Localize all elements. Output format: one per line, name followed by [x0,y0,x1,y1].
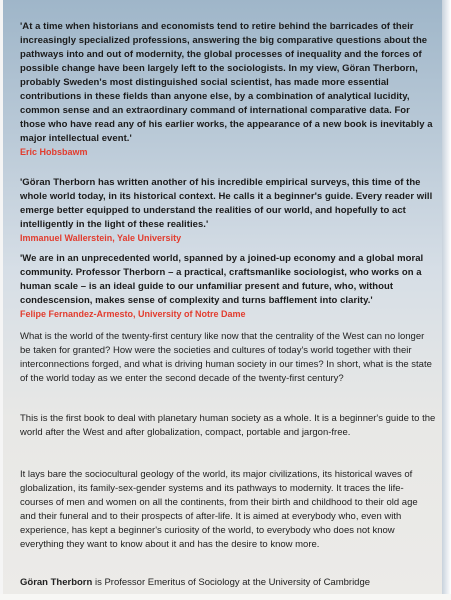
quote-block-3 [20,252,436,320]
author-name: Göran Therborn [20,577,93,588]
description-paragraph-2 [20,412,436,440]
quote-text: 'At a time when historians and economists tend to retire behind the barricades of their increasingly specialized professions, answering the big comparative questions about the pathways into and out of modernity, the global processes of inequality and the forces of possible change have been largely left to the sociologists. In my view, Göran Therborn, probably Sweden's most distinguished social scientist, has made more essential contributions in these fields than anyone else, by a combination of analytical lucidity, common sense and an extraordinary command of international comparative data. For those who have read any of his earlier works, the appearance of a new book is inevitably a major intellectual event.' [20,21,433,144]
quote-attribution: Felipe Fernandez-Armesto, University of Notre Dame [20,309,246,319]
quote-attribution: Eric Hobsbawm [20,147,88,157]
author-bio-text: is Professor Emeritus of Sociology at the University of Cambridge [92,577,371,588]
cover-right-edge [442,0,451,600]
quote-block-1 [20,20,436,158]
quote-text: 'Göran Therborn has written another of his incredible empirical surveys, this time of the whole world today, in its historical context. He calls it a beginner's guide. Every reader will emerge better equipped to understand the realities of our world, and hopefully to act intelligently in the light of these realities.' [20,177,433,230]
author-bio [20,576,436,590]
description-paragraph-3 [20,468,436,552]
description-text: It lays bare the sociocultural geology of the world, its major civilizations, its historical waves of globalization, its family-sex-gender systems and its pathways to modernity. It traces the life-courses of men and women on all the continents, from their birth and childhood to their old age and their funeral and to their prospects of after-life. It is aimed at everybody who, even with experience, has kept a beginner's curiosity of the world, to everybody who does not know everything they want to know about it and has the desire to know more. [20,469,418,550]
quote-block-2 [20,176,436,244]
description-text: This is the first book to deal with planetary human society as a whole. It is a beginner's guide to the world after the West and after globalization, compact, portable and jargon-free. [20,413,436,438]
quote-attribution: Immanuel Wallerstein, Yale University [20,233,182,243]
cover-bottom-edge [0,594,451,600]
description-text: What is the world of the twenty-first century like now that the centrality of the West can no longer be taken for granted? How were the societies and cultures of today's world together with their interconnections forged, and what is driving human society in our times? In short, what is the state of the world today as we enter the second decade of the twenty-first century? [20,331,432,384]
description-paragraph-1 [20,330,436,386]
quote-text: 'We are in an unprecedented world, spanned by a joined-up economy and a global moral community. Professor Therborn – a practical, craftsmanlike sociologist, who works on a human scale – is an ideal guide to our unfamiliar present and future, who, without condescension, makes sense of complexity and turns bafflement into clarity.' [20,253,424,306]
cover-left-edge [0,0,3,600]
